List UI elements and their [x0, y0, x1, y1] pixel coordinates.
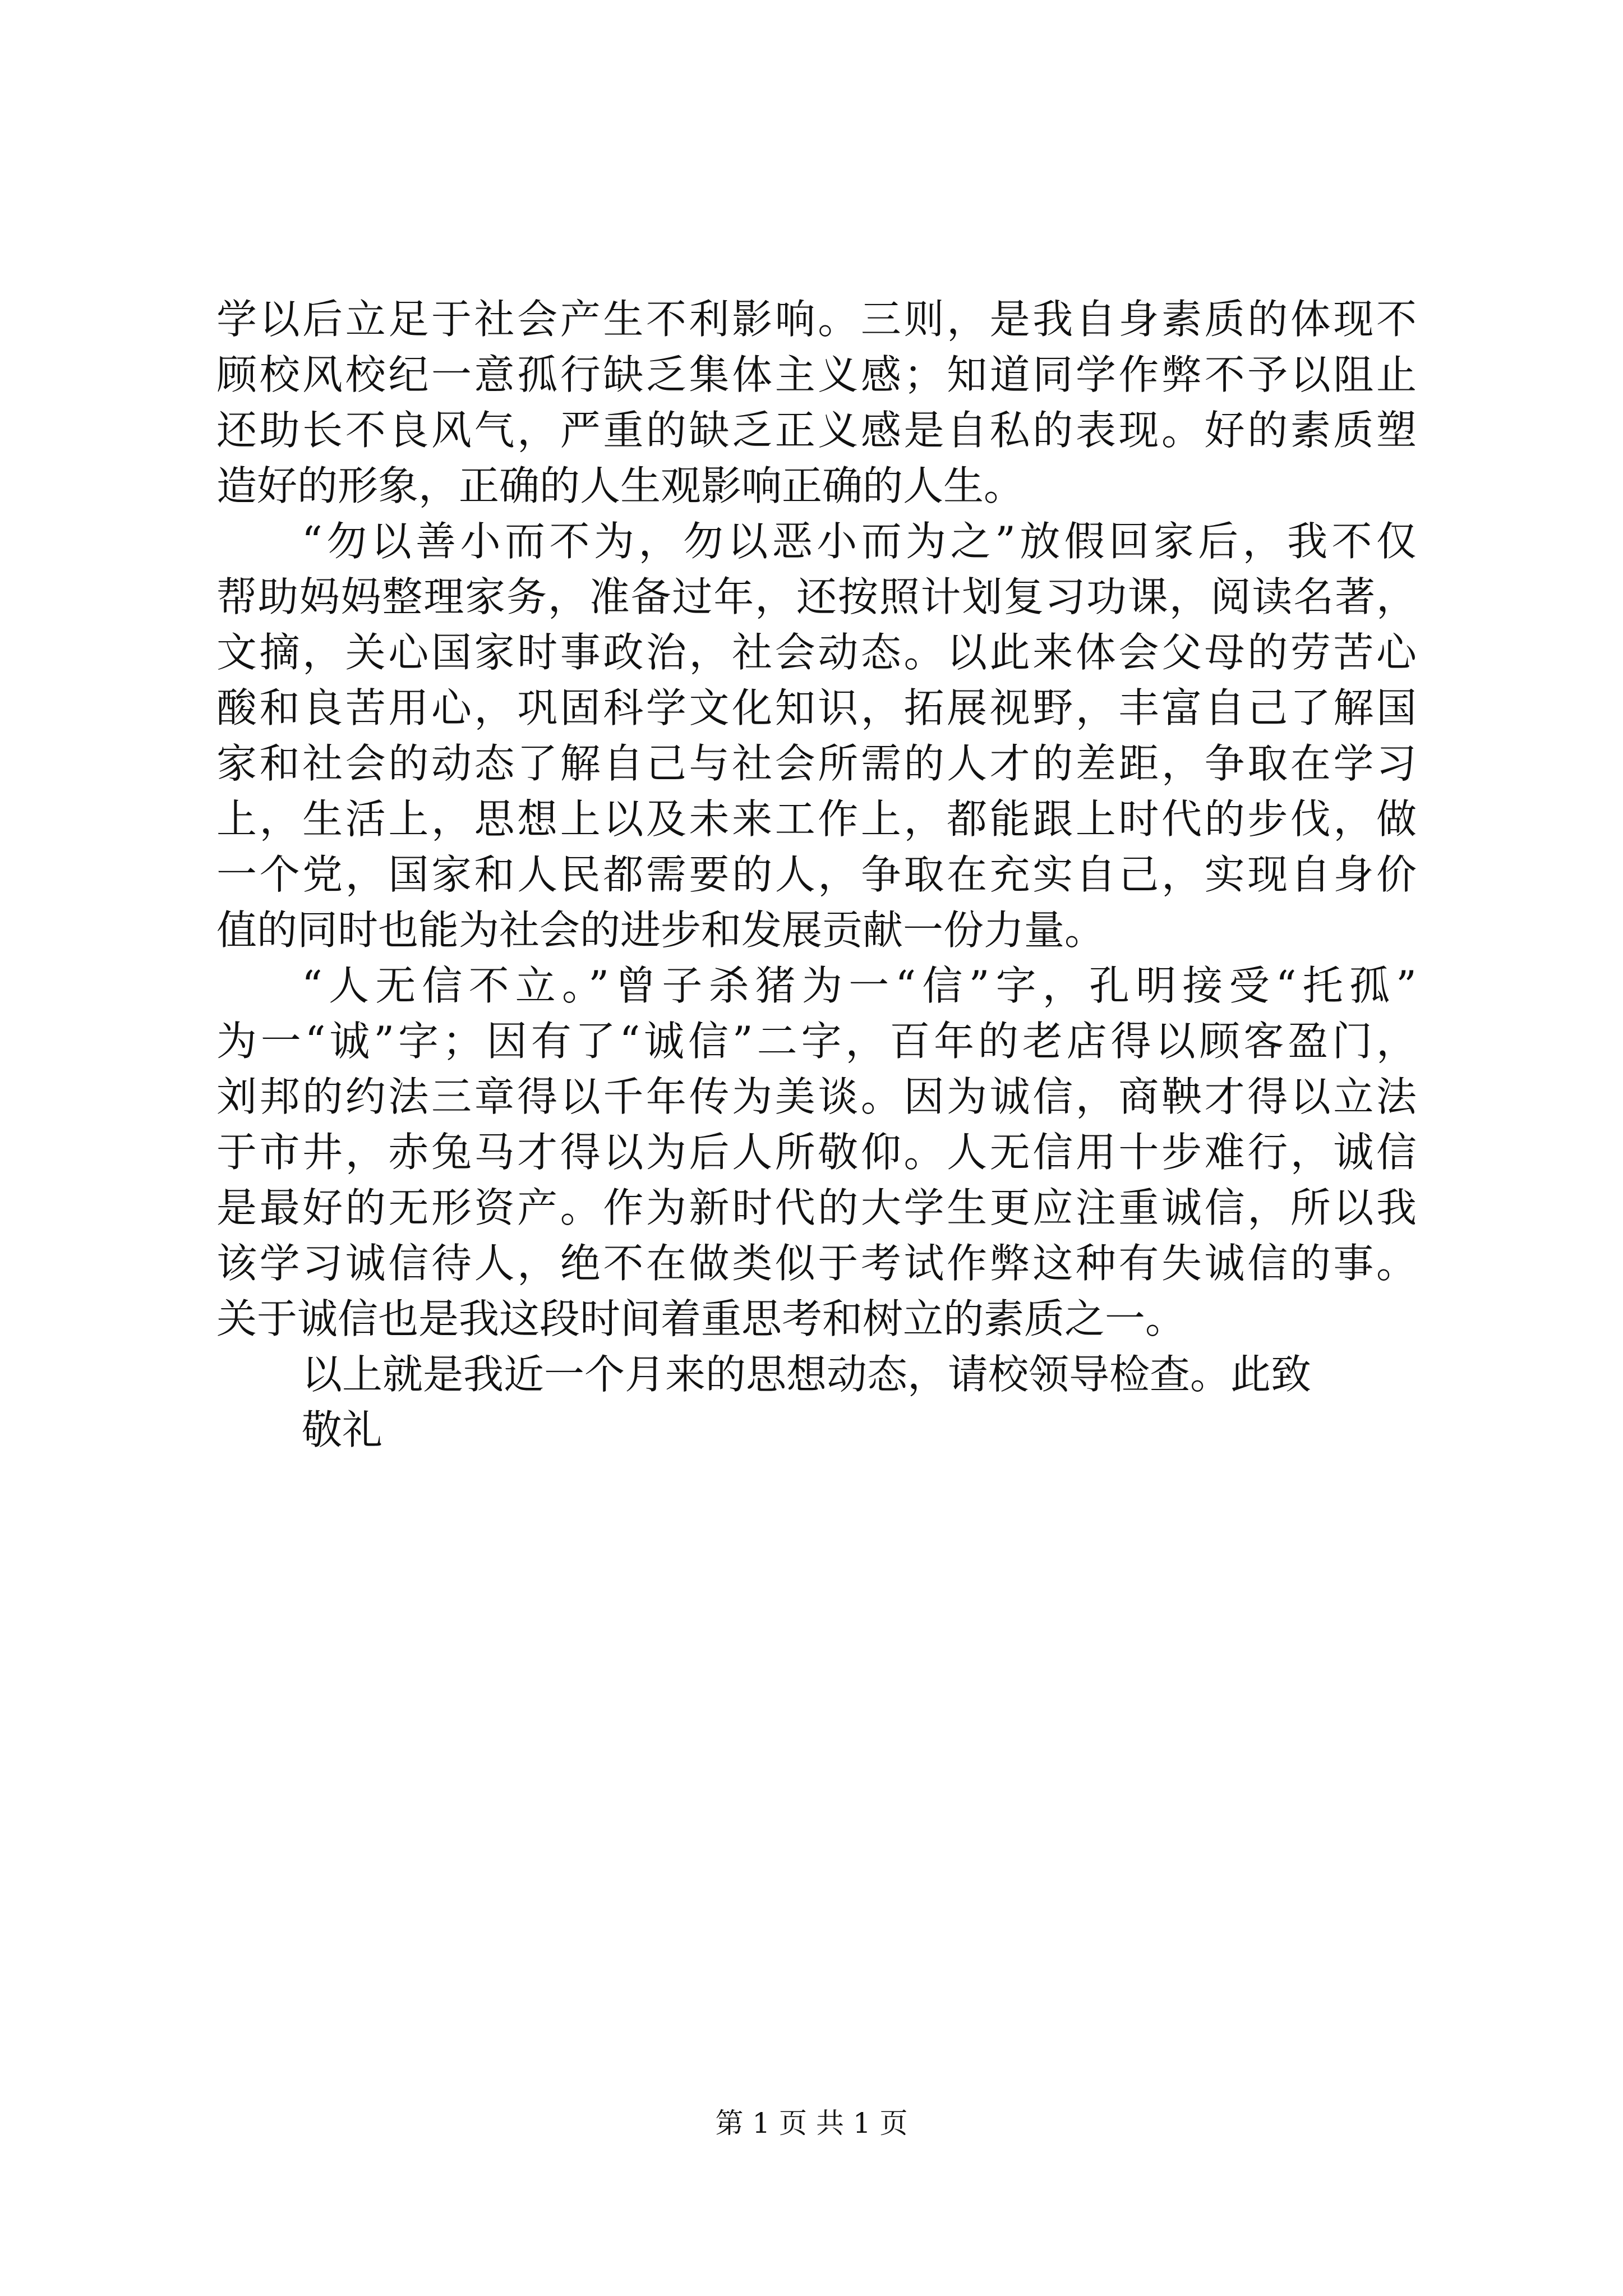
text-line: 酸和良苦用心，巩固科学文化知识，拓展视野，丰富自己了解国	[216, 684, 1417, 731]
text-line: 上，生活上，思想上以及未来工作上，都能跟上时代的步伐，做	[216, 795, 1417, 843]
text-line: 值的同时也能为社会的进步和发展贡献一份力量。	[216, 907, 1105, 954]
text-line: 造好的形象，正确的人生观影响正确的人生。	[216, 462, 1025, 509]
text-line: 刘邦的约法三章得以千年传为美谈。因为诚信，商鞅才得以立法	[216, 1073, 1417, 1120]
closing-line: 以上就是我近一个月来的思想动态，请校领导检查。此致	[302, 1351, 1312, 1398]
text-line: 该学习诚信待人，绝不在做类似于考试作弊这种有失诚信的事。	[216, 1240, 1417, 1287]
text-line: 是最好的无形资产。作为新时代的大学生更应注重诚信，所以我	[216, 1184, 1417, 1231]
paragraph-3	[216, 958, 1417, 1347]
page-footer: 第 1 页 共 1 页	[715, 2107, 908, 2139]
paragraph-1	[216, 292, 1417, 514]
text-line: 为一“诚”字；因有了“诚信”二字，百年的老店得以顾客盈门，	[216, 1018, 1417, 1065]
text-line: “勿以善小而不为，勿以恶小而为之”放假回家后，我不仅	[302, 518, 1417, 565]
text-line: 文摘，关心国家时事政治，社会动态。以此来体会父母的劳苦心	[216, 629, 1417, 676]
text-line: 家和社会的动态了解自己与社会所需的人才的差距，争取在学习	[216, 740, 1417, 787]
text-line: 顾校风校纪一意孤行缺乏集体主义感；知道同学作弊不予以阻止	[216, 351, 1417, 398]
salutation: 敬礼	[302, 1406, 383, 1453]
text-line: 关于诚信也是我这段时间着重思考和树立的素质之一。	[216, 1295, 1186, 1342]
document-body	[216, 292, 1417, 1458]
text-line: 学以后立足于社会产生不利影响。三则，是我自身素质的体现不	[216, 296, 1417, 343]
text-line: “人无信不立。”曾子杀猪为一“信”字，孔明接受“托孤”	[302, 962, 1417, 1009]
text-line: 帮助妈妈整理家务，准备过年，还按照计划复习功课，阅读名著，	[216, 573, 1417, 620]
text-line: 于市井，赤兔马才得以为后人所敬仰。人无信用十步难行，诚信	[216, 1129, 1417, 1176]
paragraph-2	[216, 514, 1417, 958]
text-line: 还助长不良风气，严重的缺乏正义感是自私的表现。好的素质塑	[216, 407, 1417, 454]
text-line: 一个党，国家和人民都需要的人，争取在充实自己，实现自身价	[216, 851, 1417, 898]
